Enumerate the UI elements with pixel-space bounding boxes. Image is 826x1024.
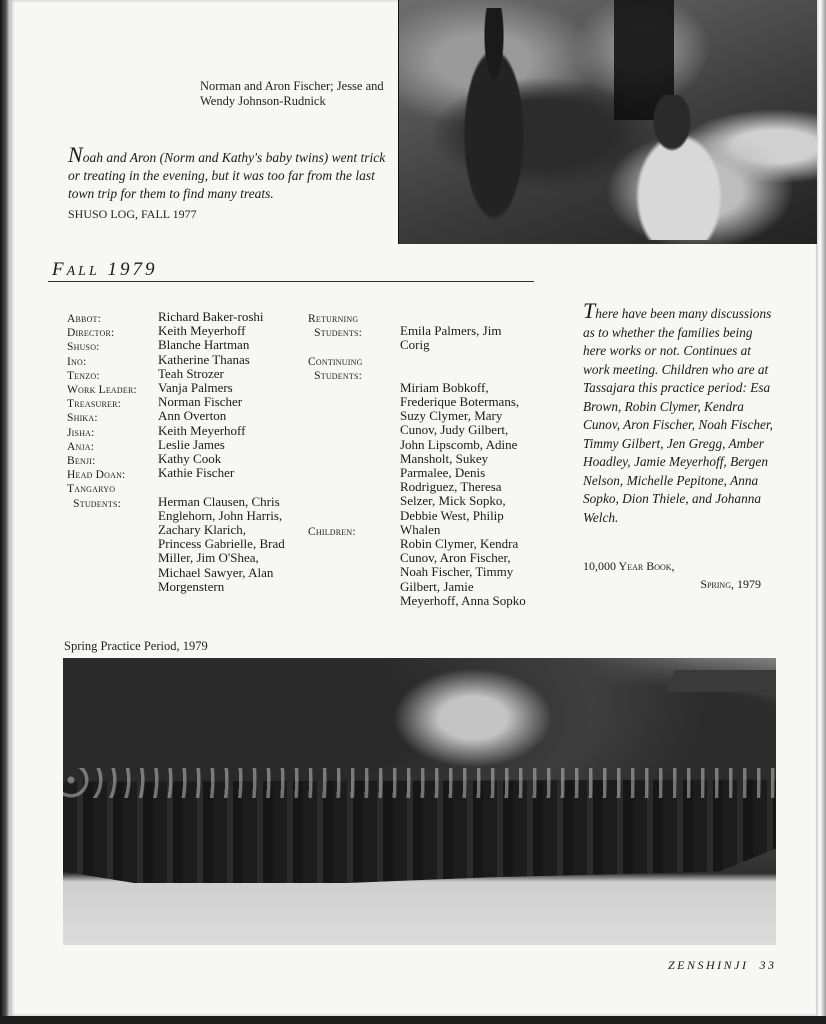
role-label: Shika: bbox=[67, 412, 98, 425]
role-label bbox=[308, 497, 398, 511]
role-label: Ino: bbox=[67, 355, 87, 368]
quote-text: here have been many discussions as to whether the families being here works or not. Continues at work meeting. Children who are at Tassajara this practice period: Esa Brown, Robin Clymer, Kendra Cunov, Aron Fischer, Noah Fischer, Timmy Gilbert, Jen Gregg, Amber Hoadley, Jamie Meyerhoff, Bergen Nelson, Michelle Pepitone, Anna Sopko, Dion Thiele, and Johanna Welch. bbox=[583, 306, 773, 525]
role-name: Miller, Jim O'Shea, bbox=[158, 550, 259, 566]
role-label bbox=[308, 411, 398, 425]
role-label: Anja: bbox=[67, 440, 95, 453]
role-label: Continuing bbox=[308, 355, 363, 368]
role-name: Kathy Cook bbox=[158, 451, 222, 467]
role-name: Vanja Palmers bbox=[158, 380, 233, 396]
role-label: Returning bbox=[308, 313, 359, 325]
binding-gutter bbox=[0, 0, 10, 1024]
photo-caption-bottom: Spring Practice Period, 1979 bbox=[64, 639, 208, 653]
roles-column-1 bbox=[67, 312, 157, 511]
role-name: Whalen bbox=[400, 521, 441, 537]
heading-rule bbox=[48, 281, 534, 282]
quote-dropcap: N bbox=[68, 142, 83, 167]
role-name: Meyerhoff, Anna Sopko bbox=[400, 592, 526, 608]
role-label: Children: bbox=[308, 526, 356, 539]
role-label: Tangaryo bbox=[67, 483, 116, 496]
role-label: Students: bbox=[308, 327, 362, 340]
role-name: Frederique Botermans, bbox=[400, 394, 520, 410]
log-quote bbox=[68, 142, 398, 203]
role-label: Jisha: bbox=[67, 426, 95, 439]
role-name: Blanche Hartman bbox=[158, 337, 250, 353]
photo-sky bbox=[393, 668, 553, 768]
family-photo bbox=[398, 0, 817, 244]
role-name: Mansholt, Sukey bbox=[400, 450, 489, 466]
page-edge bbox=[816, 0, 826, 1024]
photo-building bbox=[666, 670, 776, 692]
role-label bbox=[308, 482, 398, 496]
source-line-2: Spring, 1979 bbox=[700, 577, 761, 591]
role-name: Princess Gabrielle, Brad bbox=[158, 536, 285, 552]
role-name: Robin Clymer, Kendra bbox=[400, 536, 519, 552]
heading-year: 1979 bbox=[107, 259, 158, 280]
role-label: Abbot: bbox=[67, 313, 102, 325]
role-label: Benji: bbox=[67, 455, 96, 468]
role-name: Emila Palmers, Jim bbox=[400, 323, 502, 338]
role-name: John Lipscomb, Adine bbox=[400, 436, 518, 452]
quote-dropcap: T bbox=[583, 298, 596, 323]
role-label bbox=[308, 383, 398, 397]
yearbook-quote bbox=[583, 298, 775, 527]
role-label bbox=[308, 440, 398, 454]
folio-title: ZENSHINJI bbox=[668, 958, 749, 972]
role-name: Selzer, Mick Sopko, bbox=[400, 493, 506, 509]
role-name: Herman Clausen, Chris bbox=[158, 493, 280, 509]
role-name: Englehorn, John Harris, bbox=[158, 507, 283, 523]
role-name bbox=[400, 352, 540, 366]
role-label bbox=[308, 454, 398, 468]
role-name: Miriam Bobkoff, bbox=[400, 379, 489, 395]
photo-figure-man bbox=[449, 8, 539, 238]
role-name: Katherine Thanas bbox=[158, 351, 250, 367]
role-name: Debbie West, Philip bbox=[400, 507, 504, 523]
photo-faces bbox=[63, 768, 776, 798]
role-label: Students: bbox=[308, 369, 362, 382]
role-name bbox=[400, 367, 540, 381]
heading-initial: F bbox=[52, 259, 67, 280]
role-label: Head Doan: bbox=[67, 469, 126, 482]
role-name: Cunov, Judy Gilbert, bbox=[400, 422, 509, 438]
role-name: Cunov, Aron Fischer, bbox=[400, 550, 511, 566]
role-label bbox=[308, 511, 398, 525]
role-label bbox=[308, 426, 398, 440]
quote-text: oah and Aron (Norm and Kathy's baby twins) went trick or treating in the evening, but it was too far from the last town trip for them to find many treats. bbox=[68, 150, 386, 201]
role-name: Richard Baker-roshi bbox=[158, 309, 264, 324]
section-heading bbox=[52, 259, 157, 281]
heading-rest: ALL bbox=[66, 264, 100, 279]
role-name: Corig bbox=[400, 337, 430, 353]
role-label bbox=[308, 340, 398, 354]
role-name: Rodriguez, Theresa bbox=[400, 479, 502, 495]
names-column-2 bbox=[400, 324, 540, 608]
role-label: Treasurer: bbox=[67, 398, 122, 411]
role-name: Morgenstern bbox=[158, 578, 225, 594]
role-label: Work Leader: bbox=[67, 384, 137, 397]
page-bottom-edge bbox=[0, 1016, 826, 1024]
role-name bbox=[158, 480, 300, 494]
role-name: Noah Fischer, Timmy bbox=[400, 564, 514, 580]
page-number: 33 bbox=[759, 958, 777, 972]
photo-caption-top: Norman and Aron Fischer; Jesse and Wendy Johnson-Rudnick bbox=[200, 79, 384, 108]
roles-column-2 bbox=[308, 312, 398, 539]
names-column-1 bbox=[158, 310, 300, 594]
photo-figure-woman bbox=[609, 95, 749, 240]
role-label: Students: bbox=[67, 497, 121, 510]
role-name: Zachary Klarich, bbox=[158, 522, 247, 538]
role-name: Suzy Clymer, Mary bbox=[400, 408, 503, 424]
role-name: Keith Meyerhoff bbox=[158, 422, 246, 438]
group-photo bbox=[63, 658, 776, 945]
role-name: Keith Meyerhoff bbox=[158, 323, 246, 339]
role-label: Director: bbox=[67, 327, 115, 340]
page-folio bbox=[668, 958, 777, 973]
role-name: Ann Overton bbox=[158, 408, 227, 424]
role-label bbox=[308, 468, 398, 482]
role-name: Leslie James bbox=[158, 436, 225, 452]
role-label bbox=[308, 397, 398, 411]
role-name: Teah Strozer bbox=[158, 365, 224, 381]
role-label: Shuso: bbox=[67, 341, 100, 354]
source-line-1: 10,000 Year Book, bbox=[583, 559, 675, 573]
role-name: Kathie Fischer bbox=[158, 465, 235, 481]
yearbook-source bbox=[583, 557, 763, 593]
role-label: Tenzo: bbox=[67, 369, 100, 382]
role-name: Parmalee, Denis bbox=[400, 465, 486, 481]
role-name: Norman Fischer bbox=[158, 394, 243, 410]
role-name: Gilbert, Jamie bbox=[400, 578, 474, 594]
role-name: Michael Sawyer, Alan bbox=[158, 564, 274, 580]
quote-source: SHUSO LOG, FALL 1977 bbox=[68, 207, 197, 221]
